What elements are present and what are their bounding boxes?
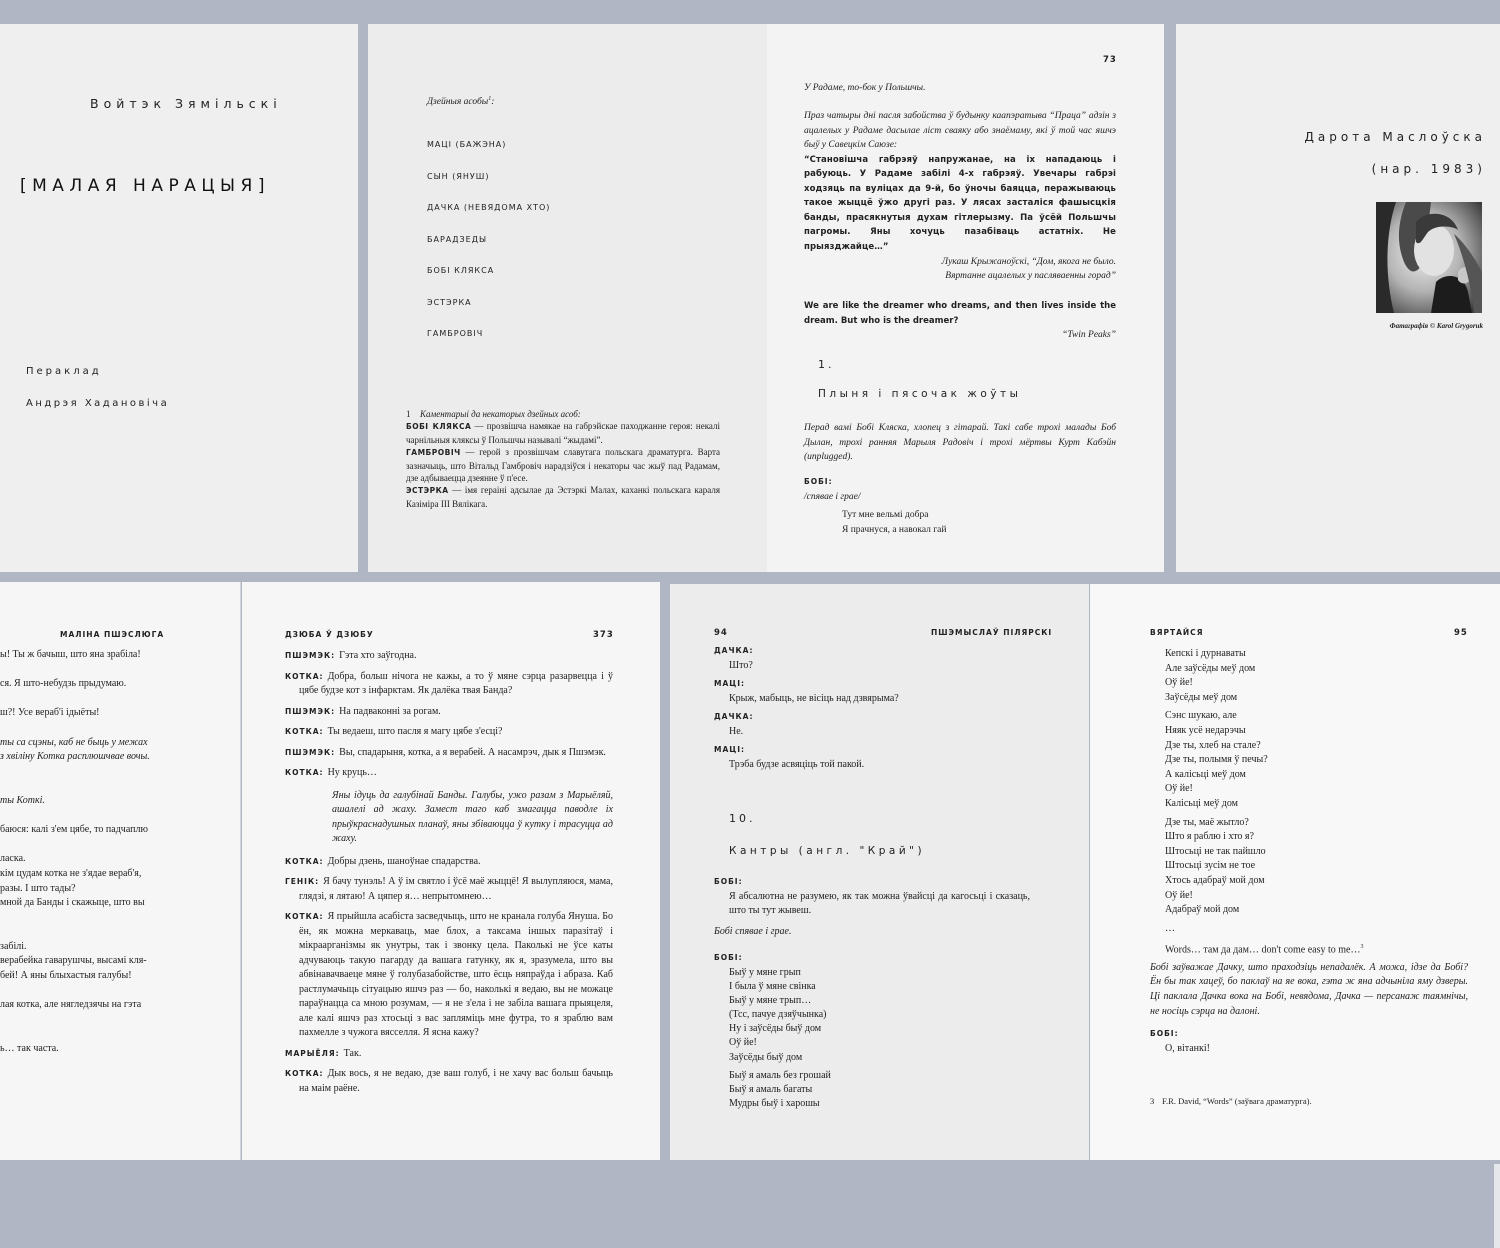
speaker-label: КОТКА: (285, 671, 324, 681)
lyric-line: І была ў мяне свінка (729, 980, 816, 992)
scene-number: 1. (818, 358, 835, 371)
character-item: СЫН (ЯНУШ) (427, 171, 490, 181)
author-name: Войтэк Зямільскі (90, 96, 282, 111)
page-95 (1090, 584, 1500, 1160)
lyric-line: Калісьці меў дом (1165, 797, 1238, 809)
footnote (406, 408, 720, 510)
page-number: 73 (1103, 55, 1117, 65)
lyric-line: Дзе ты, хлеб на стале? (1165, 739, 1261, 751)
speech-text: Крыж, мабыць, не вісіць над дзвярыма? (729, 692, 899, 704)
speech-text: Дык вось, я не ведаю, дзе ваш голуб, і не хачу вас больш бачыць на маім раёне. (299, 1068, 613, 1094)
character-item: БОБІ КЛЯКСА (427, 266, 495, 275)
speaker-label: ДАЧКА: (714, 646, 754, 655)
page-373 (242, 582, 660, 1160)
lyric-line: Оў йе! (729, 1037, 757, 1049)
lyric-line: Заўсёды быў дом (729, 1051, 803, 1063)
running-header: ДЗЮБА Ў ДЗЮБУ (285, 630, 374, 639)
dialogue-entry (285, 649, 613, 664)
lyric-line: Мудры быў і харошы (729, 1098, 820, 1110)
stage-direction: Бобі заўважае Дачку, што праходзіць непадалёк. А можа, ідзе да Бобі? Ён бы так хацеў, бо паклаў на яе вока, гэта ж яна адчыніла яму дзверы. Ці паклала Дачка вока на Бобі, невядома, Дачка — персанаж таямнічы, не носіць сэрца на далоні. (1150, 961, 1468, 1017)
quote-source-line: Лукаш Крыжаноўскі, “Дом, якога не было. (941, 257, 1116, 267)
text-line: ь… так часта. (0, 1043, 59, 1055)
text-line (0, 765, 230, 780)
lyric-line: … (1165, 922, 1175, 934)
text-line: разы. І што тады? (0, 882, 76, 894)
text-line: ся. Я што-небудзь прыдумаю. (0, 678, 127, 690)
lyric-line: А калісьці меў дом (1165, 768, 1246, 780)
speaker-label: ДАЧКА: (714, 712, 754, 721)
page-malina (0, 582, 241, 1160)
dialogue-entry (285, 1067, 613, 1096)
song-lyrics (1165, 647, 1468, 955)
footnote-entry (406, 484, 720, 510)
page-shadow (1494, 1164, 1500, 1248)
character-item: ЭСТЭРКА (427, 297, 472, 307)
intro-text: Праз чатыры дні пасля забойства ў будынку каапэратыва “Праца” адзін з ацалелых у Радаме дасылае ліст сваяку або знаёмаму, які ў той час яшчэ быў у Савецкім Саюзе: (804, 111, 1116, 150)
scene-title: Кантры (англ. "Край") (729, 844, 926, 857)
character-item: ДАЧКА (НЕВЯДОМА ХТО) (427, 203, 551, 212)
book-title: [МАЛАЯ НАРАЦЫЯ] (20, 176, 270, 196)
speaker-label: КОТКА: (285, 1069, 324, 1078)
text-line: верабейка гаварушчы, высамі кля- (0, 955, 147, 967)
speech-text: Добры дзень, шаноўнае спадарства. (327, 855, 481, 867)
dialogue-entry (285, 910, 613, 1041)
text-line (0, 692, 230, 707)
dialogue-entry (285, 746, 613, 761)
speech-text: Трэба будзе асвяціць той пакой. (729, 758, 865, 770)
dialogue-entry (285, 1047, 613, 1062)
page-number: 94 (714, 628, 728, 638)
lyric-line: Дзе ты, полымя ў печы? (1165, 754, 1268, 766)
lyric-line: Быў у мяне трып… (729, 994, 812, 1006)
text-line: баюся: калі з'ем цябе, то падчаплю (0, 824, 148, 836)
speaker-label: БОБІ: (1150, 1029, 1179, 1039)
text-line (0, 779, 230, 794)
footnote-entry-name: ГАМБРОВІЧ (406, 448, 461, 458)
speaker-label: МАЦІ: (714, 679, 746, 688)
text-line (0, 911, 230, 926)
page-number: 373 (593, 630, 614, 640)
lyric-line: Заўсёды меў дом (1165, 691, 1238, 703)
lyric-line: (Тсс, пачуе дзяўчынка) (729, 1009, 827, 1021)
lyric-line: Штосьці не так пайшло (1165, 845, 1266, 857)
portrait-image (1376, 202, 1482, 313)
running-header: МАЛІНА ПШЭСЛЮГА (60, 630, 165, 639)
footnote-number: 1 (406, 409, 411, 419)
footnote-text: F.R. David, “Words” (заўвага драматурга). (1162, 1096, 1312, 1107)
speech-text: Так. (343, 1047, 362, 1059)
footnote-entry-text: — прозвішча намякае на габрэйскае паходжанне героя: некалі чарнільныя кляксы ў Польшчы называлі “жыдамі”. (406, 421, 720, 445)
text-line: бей! А яны блыхастыя галубы! (0, 970, 132, 982)
page-number: 95 (1454, 628, 1468, 638)
dialogue-entry (285, 725, 613, 740)
speech-text: Не. (729, 725, 744, 737)
stage-direction: Перад вамі Бобі Кляска, хлопец з гітарай. Такі сабе трохі малады Боб Дылан, трохі ранняя Марыля Радовіч і трохі мёртвы Курт Кабэйн (unplugged). (804, 423, 1116, 462)
text-line: лая котка, але нягледзячы на гэта (0, 999, 142, 1011)
running-header: ПШЭМЫСЛАЎ ПІЛЯРСКІ (931, 628, 1053, 637)
text-line: кім цудам котка не з'ядае вераб'я, (0, 867, 142, 879)
text-line: ласка. (0, 853, 26, 865)
characters-page (368, 24, 768, 572)
setting-line: У Радаме, то-бок у Польшчы. (804, 83, 926, 93)
lyric-line: Быў я амаль без грошай (729, 1069, 831, 1081)
characters-heading-text: Дзейныя асобы (427, 97, 489, 108)
footnote-entry-name: БОБІ КЛЯКСА (406, 422, 472, 432)
text-line (0, 1013, 230, 1028)
speech-text: Ну круць… (327, 767, 377, 778)
page-95-body (1150, 647, 1468, 1109)
epigraph-source: “Twin Peaks” (1062, 330, 1116, 340)
lyric-line: Тут мне вельмі добра (842, 509, 929, 520)
page-94 (670, 584, 1089, 1160)
speaker-label: ПШЭМЭК: (285, 651, 336, 660)
lyric-line: Оў йе! (1165, 677, 1193, 689)
text-line (0, 838, 230, 853)
text-line (0, 925, 230, 940)
characters-heading: Дзейныя асобы$^1$: (427, 96, 495, 108)
footnote (1150, 1094, 1468, 1109)
dialogue-entry (285, 855, 613, 870)
footnote-entry-text: — імя гераіні адсылае да Эстэркі Малах, каханкі польскага караля Казіміра III Вялікага. (406, 485, 720, 509)
dialogue-entry (285, 766, 613, 781)
action-line: /спявае і грае/ (804, 491, 861, 502)
footnote-number: 3 (1150, 1096, 1155, 1107)
lyric-line: Але заўсёды меў дом (1165, 662, 1256, 674)
lyric-line: Быў у мяне грып (729, 966, 801, 978)
photo-caption: Фатаграфія © Karol Grygoruk (1389, 322, 1483, 330)
text-line (0, 984, 230, 999)
character-list (427, 140, 550, 361)
speaker-label: КОТКА: (285, 768, 324, 777)
speech-text: Я прыйшла асабіста засведчыць, што не кранала голуба Януша. Бо ён, як можна меркаваць, мае блох, а таксама іншых паразітаў і мікраарганізмы як унутры, так і звонку цела. Паколькі не ўсе каты адчуваюць такую пагарду да вашага гатунку, як я, зразумела, што вы абвінавачваеце мяне ў голубазабойстве, што ёсць няпраўда і абраза. Каб растлумачыць сітуацыю яшчэ раз — бо, наколькі я ведаю, вы не можаце параўнацца са мною розумам, — я не з'ела і не забіла вашага прыяцеля, але калі яшчэ раз хтосьці з вас запляміць мне футра, то я зраблю вам пахмелле з чужога вясселля. Я ясна кажу? (299, 911, 613, 1038)
footnote-entry-name: ЭСТЭРКА (406, 486, 449, 496)
dialogue-entry (285, 875, 613, 904)
footnote-marker: 3 (1360, 944, 1364, 951)
page-73-body (804, 82, 1116, 538)
text-line (0, 663, 230, 678)
lyric-line: Адабраў мой дом (1165, 904, 1240, 916)
speech-text: Вы, спадарыня, котка, а я верабей. А насамрэч, дык я Пшэмэк. (339, 746, 606, 758)
speech-text: На падваконні за рогам. (339, 705, 441, 717)
dialogue-entry (285, 705, 613, 720)
quote-source-line: Вяртанне ацалелых у пасляваенны горад” (945, 270, 1116, 281)
footnote-entry-text: — герой з прозвішчам славутага польскага драматурга. Варта зазначыць, што Вітальд Гамбровіч нарадзіўся і некаторы час жыў пад Радамам, дзе адбываецца дзеянне ў п'есе. (406, 447, 720, 484)
text-line: ты са сцэны, каб не быць у межах (0, 736, 148, 748)
lyric-line: Кепскі і дурнаваты (1165, 648, 1246, 659)
text-line (0, 1027, 230, 1042)
lyric-line: Дзе ты, маё жытло? (1165, 816, 1249, 828)
lyric-line: Оў йе! (1165, 783, 1193, 795)
dialogue-entry (285, 670, 613, 699)
footnote-heading (406, 408, 720, 420)
stage-direction: Яны ідуць да галубінай Банды. Галубы, ужо разам з Марыёляй, ашалелі ад жаху. Замест таго каб змагацца паводле іх прыўкраснадушных планаў, яны збіваюцца ў кутку і трасуцца ад жаху. (332, 789, 613, 844)
author-photo (1376, 202, 1482, 313)
speaker-label: МАРЫЁЛЯ: (285, 1048, 340, 1058)
lyric-line: Сэнс шукаю, але (1165, 710, 1237, 722)
character-item: МАЦІ (БАЖЭНА) (427, 140, 507, 149)
speaker-label: КОТКА: (285, 727, 324, 736)
title-page (0, 24, 358, 572)
speech-text: О, вітанкі! (1165, 1042, 1210, 1054)
author-bio-years: (нар. 1983) (1371, 162, 1486, 176)
author-bio-name: Дарота Маслоўска (1304, 130, 1486, 144)
lyric-line: Оў йе! (1165, 889, 1193, 901)
text-line: ты Коткі. (0, 794, 45, 806)
speaker-label: ПШЭМЭК: (285, 706, 336, 716)
text-line (0, 721, 230, 736)
text-line (0, 809, 230, 824)
dialogue-block (285, 649, 613, 1102)
letter-quote: “Становішча габрэяў напружанае, на іх нападаюць і рабуюць. У Радаме забілі 4-х габрэяў. Увечары габрэі ходзяць па вуліцах да 9-й, бо ўночы баяцца, перажываюць такое жыццё ўжо другі раз. У лясах засталіся фашысцкія банды, прасякнутыя духам гітлерызму. Па ўсёй Польшчы пагромы. Яны хочуць пазабіваць астатніх. Не прыязджайце…” (804, 154, 1116, 252)
lyric-line: Ну і заўсёды быў дом (729, 1023, 822, 1035)
lyrics (842, 508, 1116, 538)
epigraph: We are like the dreamer who dreams, and then lives inside the dream. But who is the dreamer? (804, 301, 1116, 326)
speech-text: Гэта хто заўгодна. (339, 650, 417, 661)
speech-text: Што? (729, 659, 753, 671)
footnote-entry (406, 446, 720, 484)
speaker-label: ГЕНІК: (285, 877, 320, 886)
translation-label: Пераклад (26, 366, 102, 377)
running-header: ВЯРТАЙСЯ (1150, 628, 1204, 637)
character-item: ГАМБРОВІЧ (427, 329, 484, 338)
page-94-body (714, 644, 1030, 1111)
page-73 (767, 24, 1164, 572)
speech-text: Ты ведаеш, што пасля я магу цябе з'есці? (327, 726, 503, 737)
footnote-entry (406, 420, 720, 446)
text-line: ы! Ты ж бачыш, што яна зрабіла! (0, 649, 141, 660)
speaker-label: ПШЭМЭК: (285, 747, 336, 757)
text-line: забілі. (0, 940, 27, 952)
author-page (1176, 24, 1500, 572)
song-lyrics (729, 966, 1030, 1112)
lyric-line: Words… там да дам… don't come easy to me…$^3$ (1165, 944, 1364, 956)
quote-source (804, 256, 1116, 283)
lyric-line: Што я раблю і хто я? (1165, 831, 1254, 843)
scene-number: 10. (729, 812, 756, 825)
lyric-line: Хтось адабраў мой дом (1165, 874, 1265, 886)
speaker-label: БОБІ: (804, 476, 833, 486)
speaker-label: БОБІ: (714, 953, 743, 962)
speech-text: Добра, больш нічога не кажы, а то ў мяне сэрца разарвецца і ў цябе будзе кот з інфарктам. Як далёка твая Банда? (299, 670, 613, 696)
text-line: мной да Банды і скажыце, што вы (0, 897, 145, 909)
lyric-line: Няяк усё недарэчы (1165, 724, 1246, 736)
lyric-line: Штосьці зусім не тое (1165, 860, 1256, 872)
speaker-label: КОТКА: (285, 856, 324, 866)
lyric-line: Я прачнуся, а навокал гай (842, 524, 947, 535)
footnote-title: Каментарыі да некаторых дзейных асоб: (420, 409, 581, 419)
footnote-marker: 1 (488, 96, 492, 102)
text-line: ш?! Усе вераб'і ідыёты! (0, 707, 100, 719)
speech-text: Я бачу тунэль! А ў ім святло і ўсё маё жыццё! Я вылупляюся, мама, глядзі, я лятаю! А цяпер я… непрытомнею… (299, 876, 613, 902)
lyric-line: Быў я амаль багаты (729, 1084, 813, 1095)
partial-text (0, 648, 230, 1057)
speaker-label: БОБІ: (714, 877, 743, 886)
scene-title: Плыня і пясочак жоўты (818, 388, 1022, 400)
speaker-label: МАЦІ: (714, 745, 746, 754)
stage-direction: Бобі спявае і грае. (714, 925, 792, 937)
text-line: з хвіліну Котка расплюшчвае вочы. (0, 751, 150, 763)
speaker-label: КОТКА: (285, 912, 324, 921)
speech-text: Я абсалютна не разумею, як так можна ўвайсці да кагосьці і сказаць, што ты тут жывеш. (729, 890, 1030, 916)
translator-name: Андрэя Хадановіча (26, 398, 170, 409)
character-item: БАРАДЗЕДЫ (427, 234, 487, 244)
